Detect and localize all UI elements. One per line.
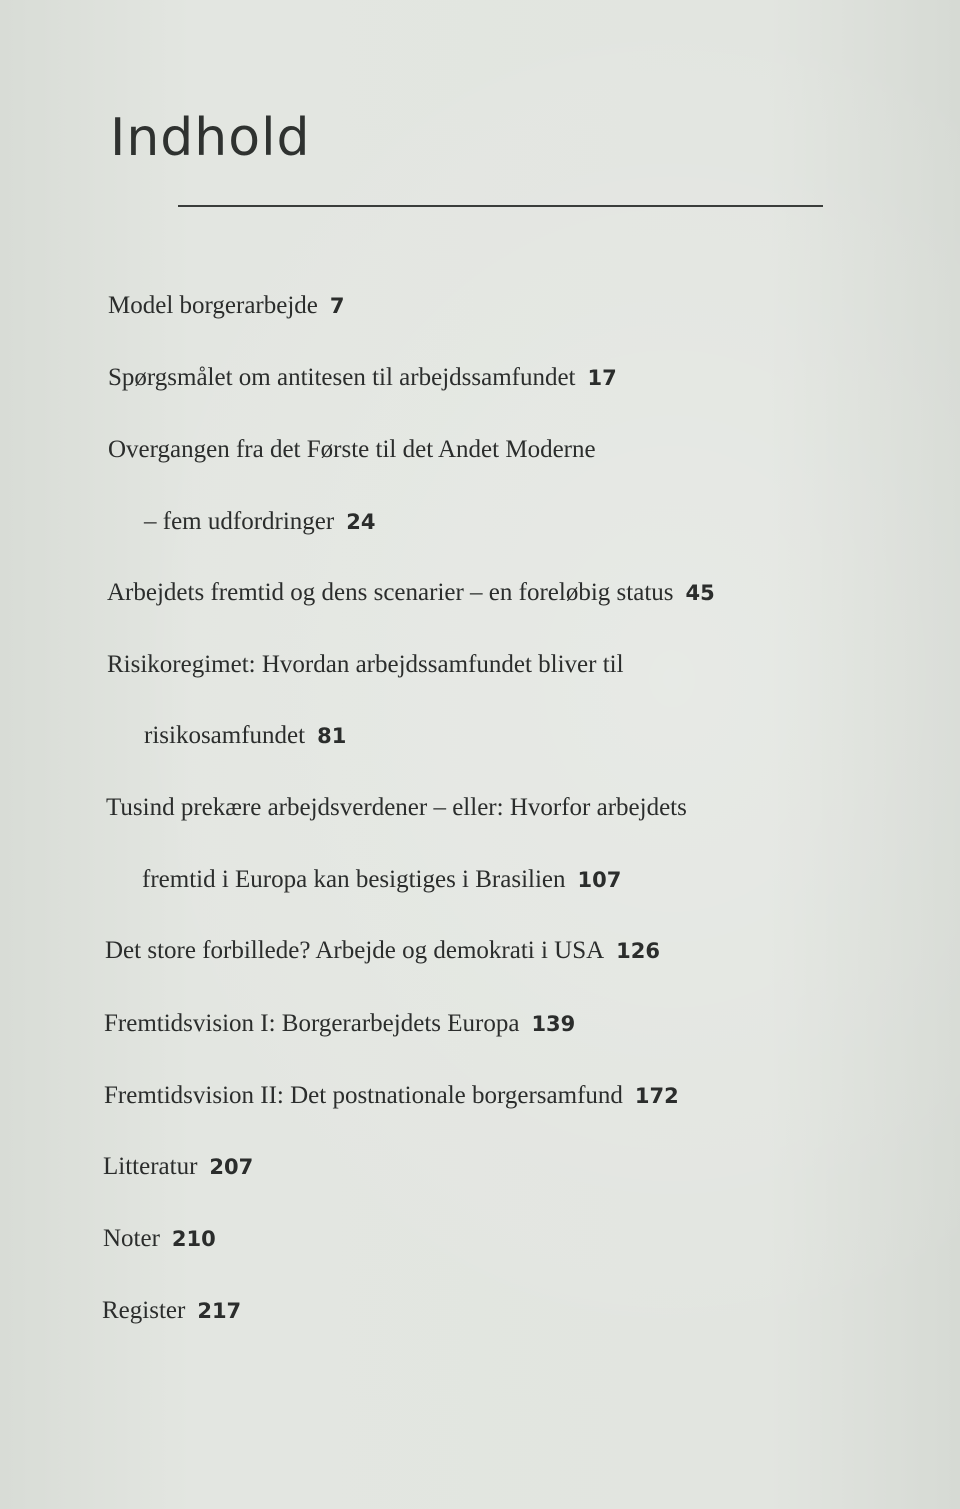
toc-entry-title: Spørgsmålet om antitesen til arbejdssamfundet <box>108 364 576 391</box>
toc-entry-continuation <box>144 508 375 536</box>
toc-entry-continuation <box>142 866 621 894</box>
toc-entry <box>104 1010 575 1038</box>
toc-entry-title: Noter <box>103 1225 160 1252</box>
toc-entry-title: risikosamfundet <box>144 722 306 749</box>
toc-entry-title: fremtid i Europa kan besigtiges i Brasilien <box>142 866 566 893</box>
toc-entry-title: Register <box>102 1297 186 1324</box>
toc-entry-title: Model borgerarbejde <box>108 292 318 319</box>
toc-entry <box>105 937 660 965</box>
toc-entry-title: – fem udfordringer <box>144 508 335 535</box>
toc-entry-page: 139 <box>531 1012 576 1036</box>
toc-entry-title: Fremtidsvision I: Borgerarbejdets Europa <box>104 1010 520 1037</box>
toc-entry <box>107 651 624 679</box>
toc-entry-page: 126 <box>616 939 661 963</box>
toc-entry-page: 207 <box>209 1155 254 1179</box>
toc-entry-title: Risikoregimet: Hvordan arbejdssamfundet bliver til <box>107 651 624 678</box>
toc-entry <box>107 579 715 607</box>
toc-entry-title: Litteratur <box>103 1153 198 1180</box>
toc-entry-page: 24 <box>346 510 376 534</box>
toc-entry <box>108 436 596 464</box>
toc-entry-page: 17 <box>587 366 617 390</box>
page-title: Indhold <box>110 108 311 168</box>
toc-entry-title: Det store forbillede? Arbejde og demokrati i USA <box>105 937 605 964</box>
toc-entry <box>106 794 687 822</box>
toc-entry <box>104 1082 679 1110</box>
toc-entry-page: 107 <box>577 868 622 892</box>
toc-entry <box>108 364 617 392</box>
toc-entry <box>103 1153 253 1181</box>
toc-entry-page: 217 <box>197 1299 242 1323</box>
toc-entry-page: 210 <box>171 1227 216 1251</box>
toc-entry <box>102 1297 241 1325</box>
toc-entry-page: 81 <box>317 724 347 748</box>
toc-entry-title: Tusind prekære arbejdsverdener – eller: Hvorfor arbejdets <box>106 794 687 821</box>
toc-entry-title: Arbejdets fremtid og dens scenarier – en foreløbig status <box>107 579 674 606</box>
toc-entry-title: Fremtidsvision II: Det postnationale borgersamfund <box>104 1082 623 1109</box>
toc-entry-title: Overgangen fra det Første til det Andet Moderne <box>108 436 596 463</box>
title-divider <box>178 205 823 207</box>
toc-entry-page: 172 <box>634 1084 679 1108</box>
toc-entry-continuation <box>144 722 346 750</box>
toc-entry-page: 45 <box>685 581 715 605</box>
toc-entry <box>108 292 345 320</box>
toc-entry <box>103 1225 216 1253</box>
toc-entry-page: 7 <box>329 294 345 318</box>
